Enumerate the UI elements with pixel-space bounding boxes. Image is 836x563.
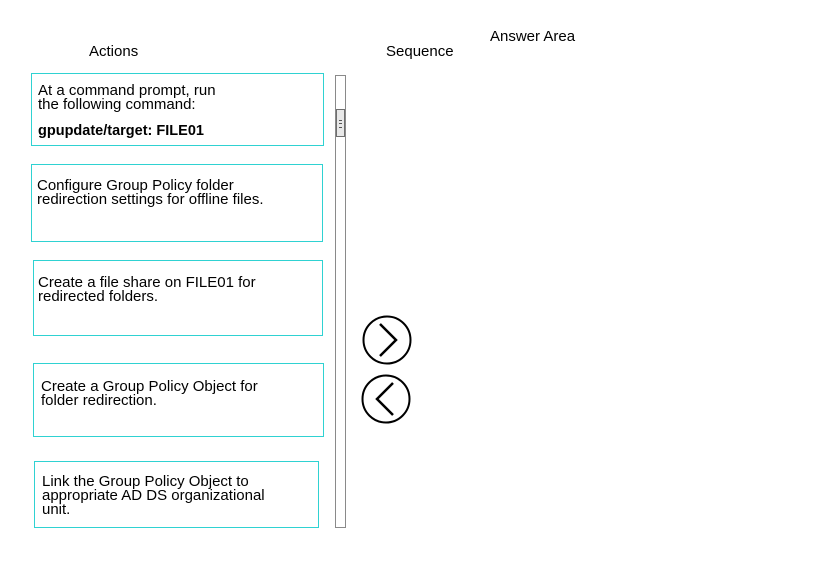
action-item-create-file-share[interactable] [33, 260, 323, 336]
actions-title: Actions [89, 43, 139, 60]
action-item-text: Configure Group Policy folder redirection settings for offline files. [37, 177, 264, 208]
action-item-text: Create a file share on FILE01 for redirected folders. [38, 274, 256, 305]
action-item-command: gpupdate/target: FILE01 [38, 123, 204, 139]
action-item-text: Create a Group Policy Object for folder redirection. [41, 378, 258, 409]
actions-scrollbar[interactable] [335, 75, 346, 528]
action-item-text: At a command prompt, run the following command: [38, 82, 216, 113]
move-left-button[interactable] [361, 374, 411, 424]
action-item-create-gpo[interactable] [33, 363, 324, 437]
action-item-link-gpo[interactable] [34, 461, 319, 528]
sequence-title: Sequence [386, 43, 454, 60]
action-item-configure-redirection[interactable] [31, 164, 323, 242]
scrollbar-thumb[interactable] [336, 109, 345, 137]
chevron-left-circle-icon [361, 374, 411, 424]
answer-area-title: Answer Area [490, 28, 576, 45]
chevron-right-circle-icon [362, 315, 412, 365]
move-right-button[interactable] [362, 315, 412, 365]
grip-icon [339, 120, 342, 128]
action-item-run-gpupdate[interactable] [31, 73, 324, 146]
action-item-text: Link the Group Policy Object to appropriate AD DS organizational unit. [42, 473, 265, 518]
